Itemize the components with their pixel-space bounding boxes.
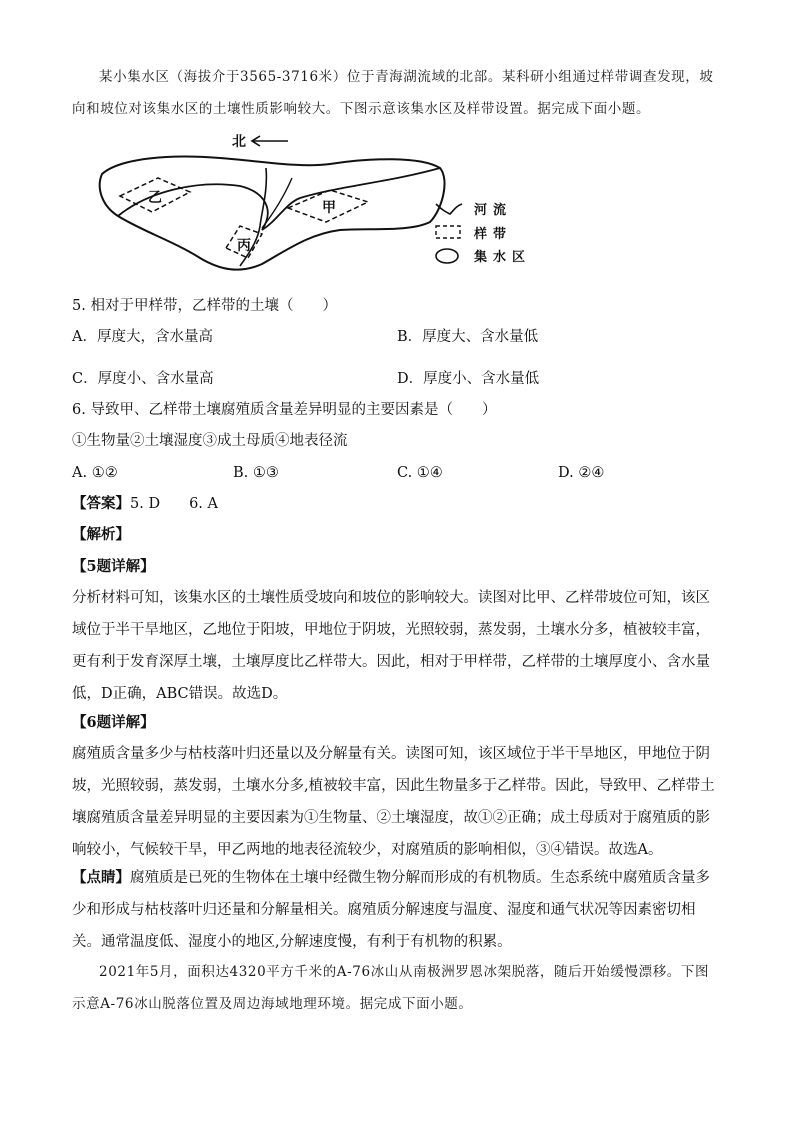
dianjing-text: 腐殖质是已死的生物体在土壤中经微生物分解而形成的有机物质。生态系统中腐殖质含量多少和形成与枯枝落叶归还量和分解量相关。腐殖质分解速度与温度、湿度和通气状况等因素密切相关。通常温度低、湿度小的地区,分解速度慢，有利于有机物的积累。 (72, 870, 710, 950)
question-6-option-c[interactable]: C. ①④ (397, 465, 443, 481)
legend (436, 202, 530, 265)
sample-band-jia (288, 190, 368, 222)
sample-band-jia-label: 甲 (322, 200, 336, 216)
sample-band-bing (226, 226, 262, 258)
detail-6-text: 腐殖质含量多少与枯枝落叶归还量以及分解量有关。读图可知，该区域位于半干旱地区，甲地位于阴坡，光照较弱，蒸发弱，土壤水分多,植被较丰富，因此生物量多于乙样带。因此，导致甲、乙样带土壤腐殖质含量差异明显的主要因素为①生物量、②土壤湿度，故①②正确；成土母质对于腐殖质的影响较小，气候较干旱，甲乙两地的地表径流较少，对腐殖质的影响相似，③④错误。故选A。 (72, 746, 715, 858)
catchment-figure (90, 130, 530, 278)
answer-text: 5. D 6. A (130, 496, 218, 512)
question-6-option-b[interactable]: B. ①③ (233, 465, 279, 481)
question-5-stem: 5. 相对于甲样带，乙样带的土壤（ ） (72, 298, 337, 314)
intro-paragraph-2: 2021年5月，面积达4320平方千米的A-76冰山从南极洲罗恩冰架脱落，随后开始缓慢漂移。下图示意A-76冰山脱落位置及周边海域地理环境。据完成下面小题。 (72, 964, 710, 1012)
dianjing-paragraph (72, 862, 722, 958)
north-label: 北 (232, 134, 246, 150)
answer-label: 【答案】 (72, 495, 130, 512)
sample-band-yi-label: 乙 (148, 190, 162, 206)
dianjing-label: 【点睛】 (72, 869, 130, 886)
detail-5-label: 【5题详解】 (72, 558, 155, 575)
legend-sample-band-label: 样带 (474, 227, 513, 242)
question-6-option-d[interactable]: D. ②④ (558, 465, 605, 481)
question-6-factors: ①生物量②土壤湿度③成土母质④地表径流 (72, 433, 348, 449)
catchment-legend-icon (436, 249, 458, 263)
detail-5-text: 分析材料可知，该集水区的土壤性质受坡向和坡位的影响较大。读图对比甲、乙样带坡位可知，该区域位于半干旱地区，乙地位于阳坡，甲地位于阴坡，光照较弱，蒸发弱，土壤水分多，植被较丰富，更有利于发育深厚土壤，土壤厚度比乙样带大。因此，相对于甲样带，乙样带的土壤厚度小、含水量低，D正确，ABC错误。故选D。 (72, 590, 710, 702)
question-5-option-a[interactable]: A．厚度大，含水量高 (72, 329, 213, 345)
question-5-option-c[interactable]: C．厚度小、含水量高 (72, 371, 214, 387)
question-6-option-a[interactable]: A. ①② (72, 465, 118, 481)
answer-line (72, 494, 218, 514)
sample-band-legend-icon (436, 226, 460, 238)
legend-river-label: 河流 (474, 203, 513, 218)
question-5-option-b[interactable]: B．厚度大、含水量低 (397, 329, 539, 345)
question-6-stem: 6. 导致甲、乙样带土壤腐殖质含量差异明显的主要因素是（ ） (72, 402, 497, 418)
intro-paragraph-1: 某小集水区（海拔介于3565-3716米）位于青海湖流域的北部。某科研小组通过样带调查发现，坡向和坡位对该集水区的土壤性质影响较大。下图示意该集水区及样带设置。据完成下面小题。 (72, 69, 714, 117)
analysis-label: 【解析】 (72, 526, 130, 543)
north-arrow-icon (232, 134, 288, 150)
legend-catchment-label: 集水区 (474, 250, 530, 265)
question-5-option-d[interactable]: D．厚度小、含水量低 (397, 371, 540, 387)
sample-band-bing-label: 丙 (237, 238, 251, 254)
detail-6-label: 【6题详解】 (72, 714, 155, 731)
